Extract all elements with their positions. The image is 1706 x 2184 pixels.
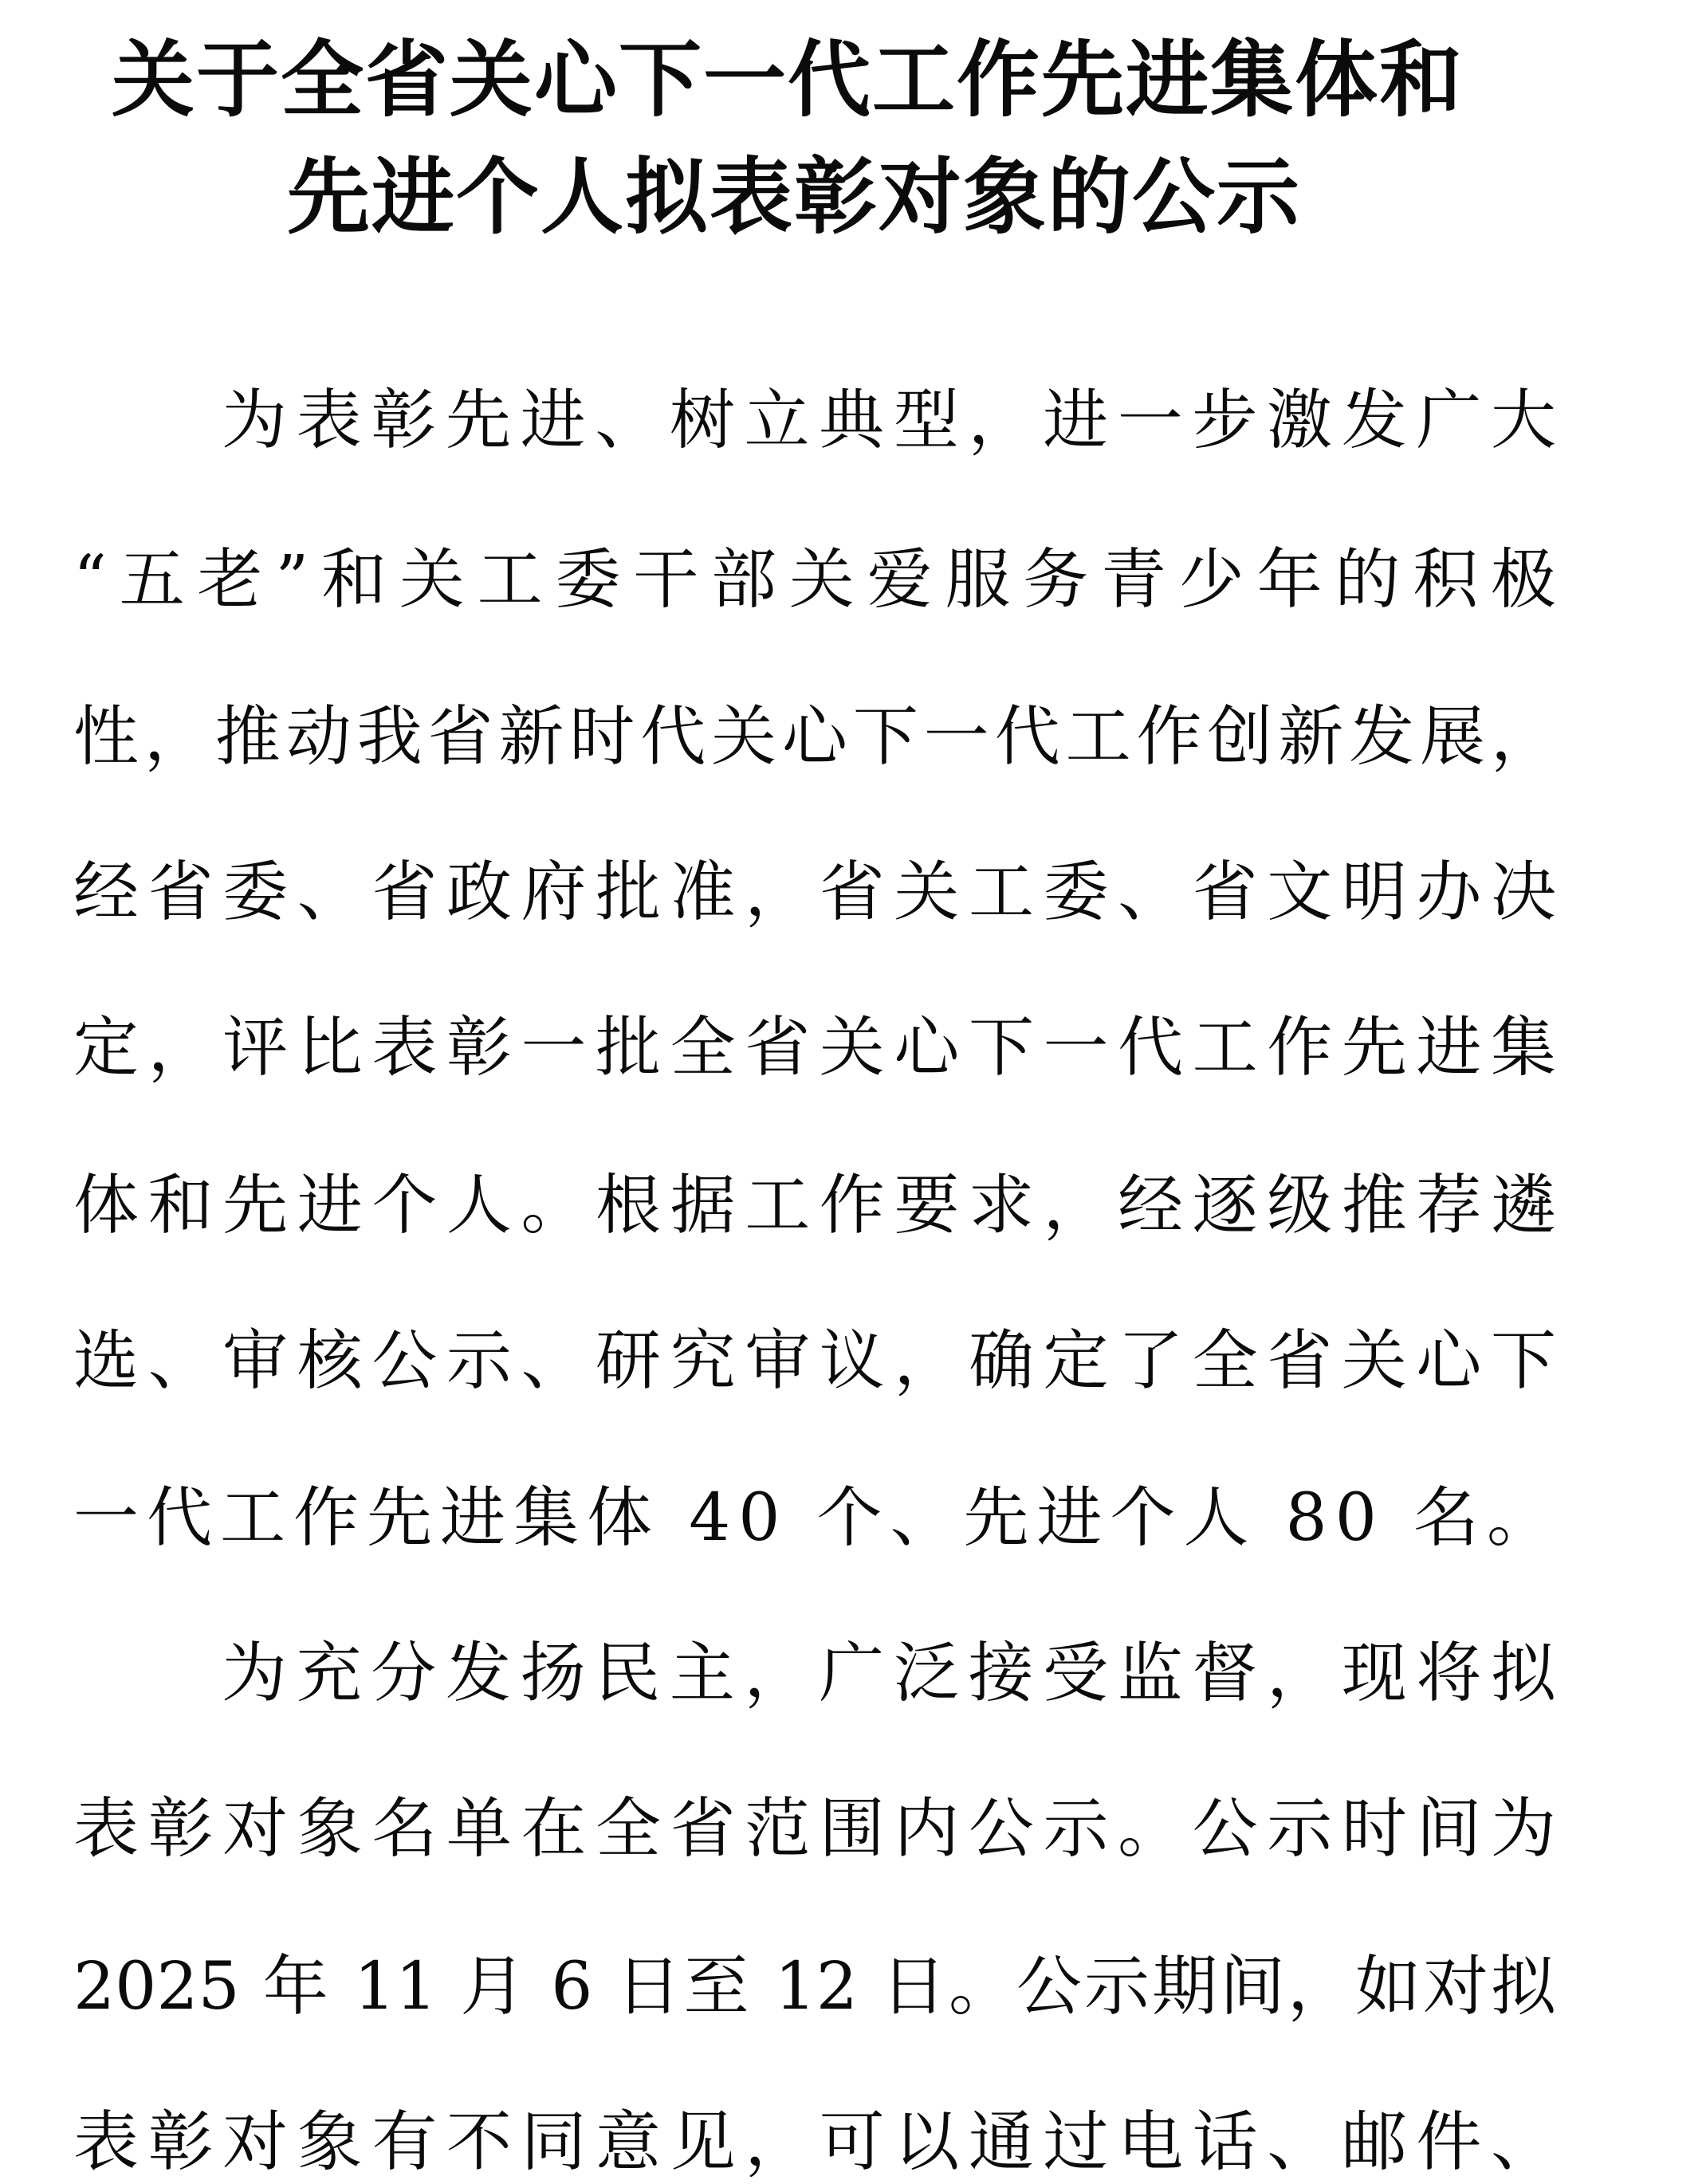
paragraph-1-line-6: 体和先进个人。根据工作要求，经逐级推荐遴 xyxy=(73,1168,1556,1243)
paragraph-1-line-2: “五老”和关工委干部关爱服务青少年的积极 xyxy=(73,542,1556,618)
paragraph-1-line-8: 一代工作先进集体 40 个、先进个人 80 名。 xyxy=(73,1480,1560,1556)
paragraph-2-line-4: 表彰对象有不同意见，可以通过电话、邮件、 xyxy=(73,2104,1556,2180)
document-title-line-2: 先进个人拟表彰对象的公示 xyxy=(287,148,1302,246)
paragraph-2-line-2: 表彰对象名单在全省范围内公示。公示时间为 xyxy=(73,1791,1556,1867)
paragraph-1-line-5: 定，评比表彰一批全省关心下一代工作先进集 xyxy=(73,1010,1556,1086)
paragraph-1-line-4: 经省委、省政府批准，省关工委、省文明办决 xyxy=(73,854,1556,930)
paragraph-1-line-7: 选、审核公示、研究审议，确定了全省关心下 xyxy=(73,1323,1556,1399)
document-title-line-1: 关于全省关心下一代工作先进集体和 xyxy=(112,31,1464,128)
paragraph-2-line-1: 为充分发扬民主，广泛接受监督，现将拟 xyxy=(222,1636,1556,1711)
paragraph-1-line-1: 为表彰先进、树立典型，进一步激发广大 xyxy=(222,383,1556,458)
paragraph-1-line-3: 性，推动我省新时代关心下一代工作创新发展， xyxy=(73,699,1556,775)
paragraph-2-line-3: 2025 年 11 月 6 日至 12 日。公示期间，如对拟 xyxy=(73,1949,1556,2025)
